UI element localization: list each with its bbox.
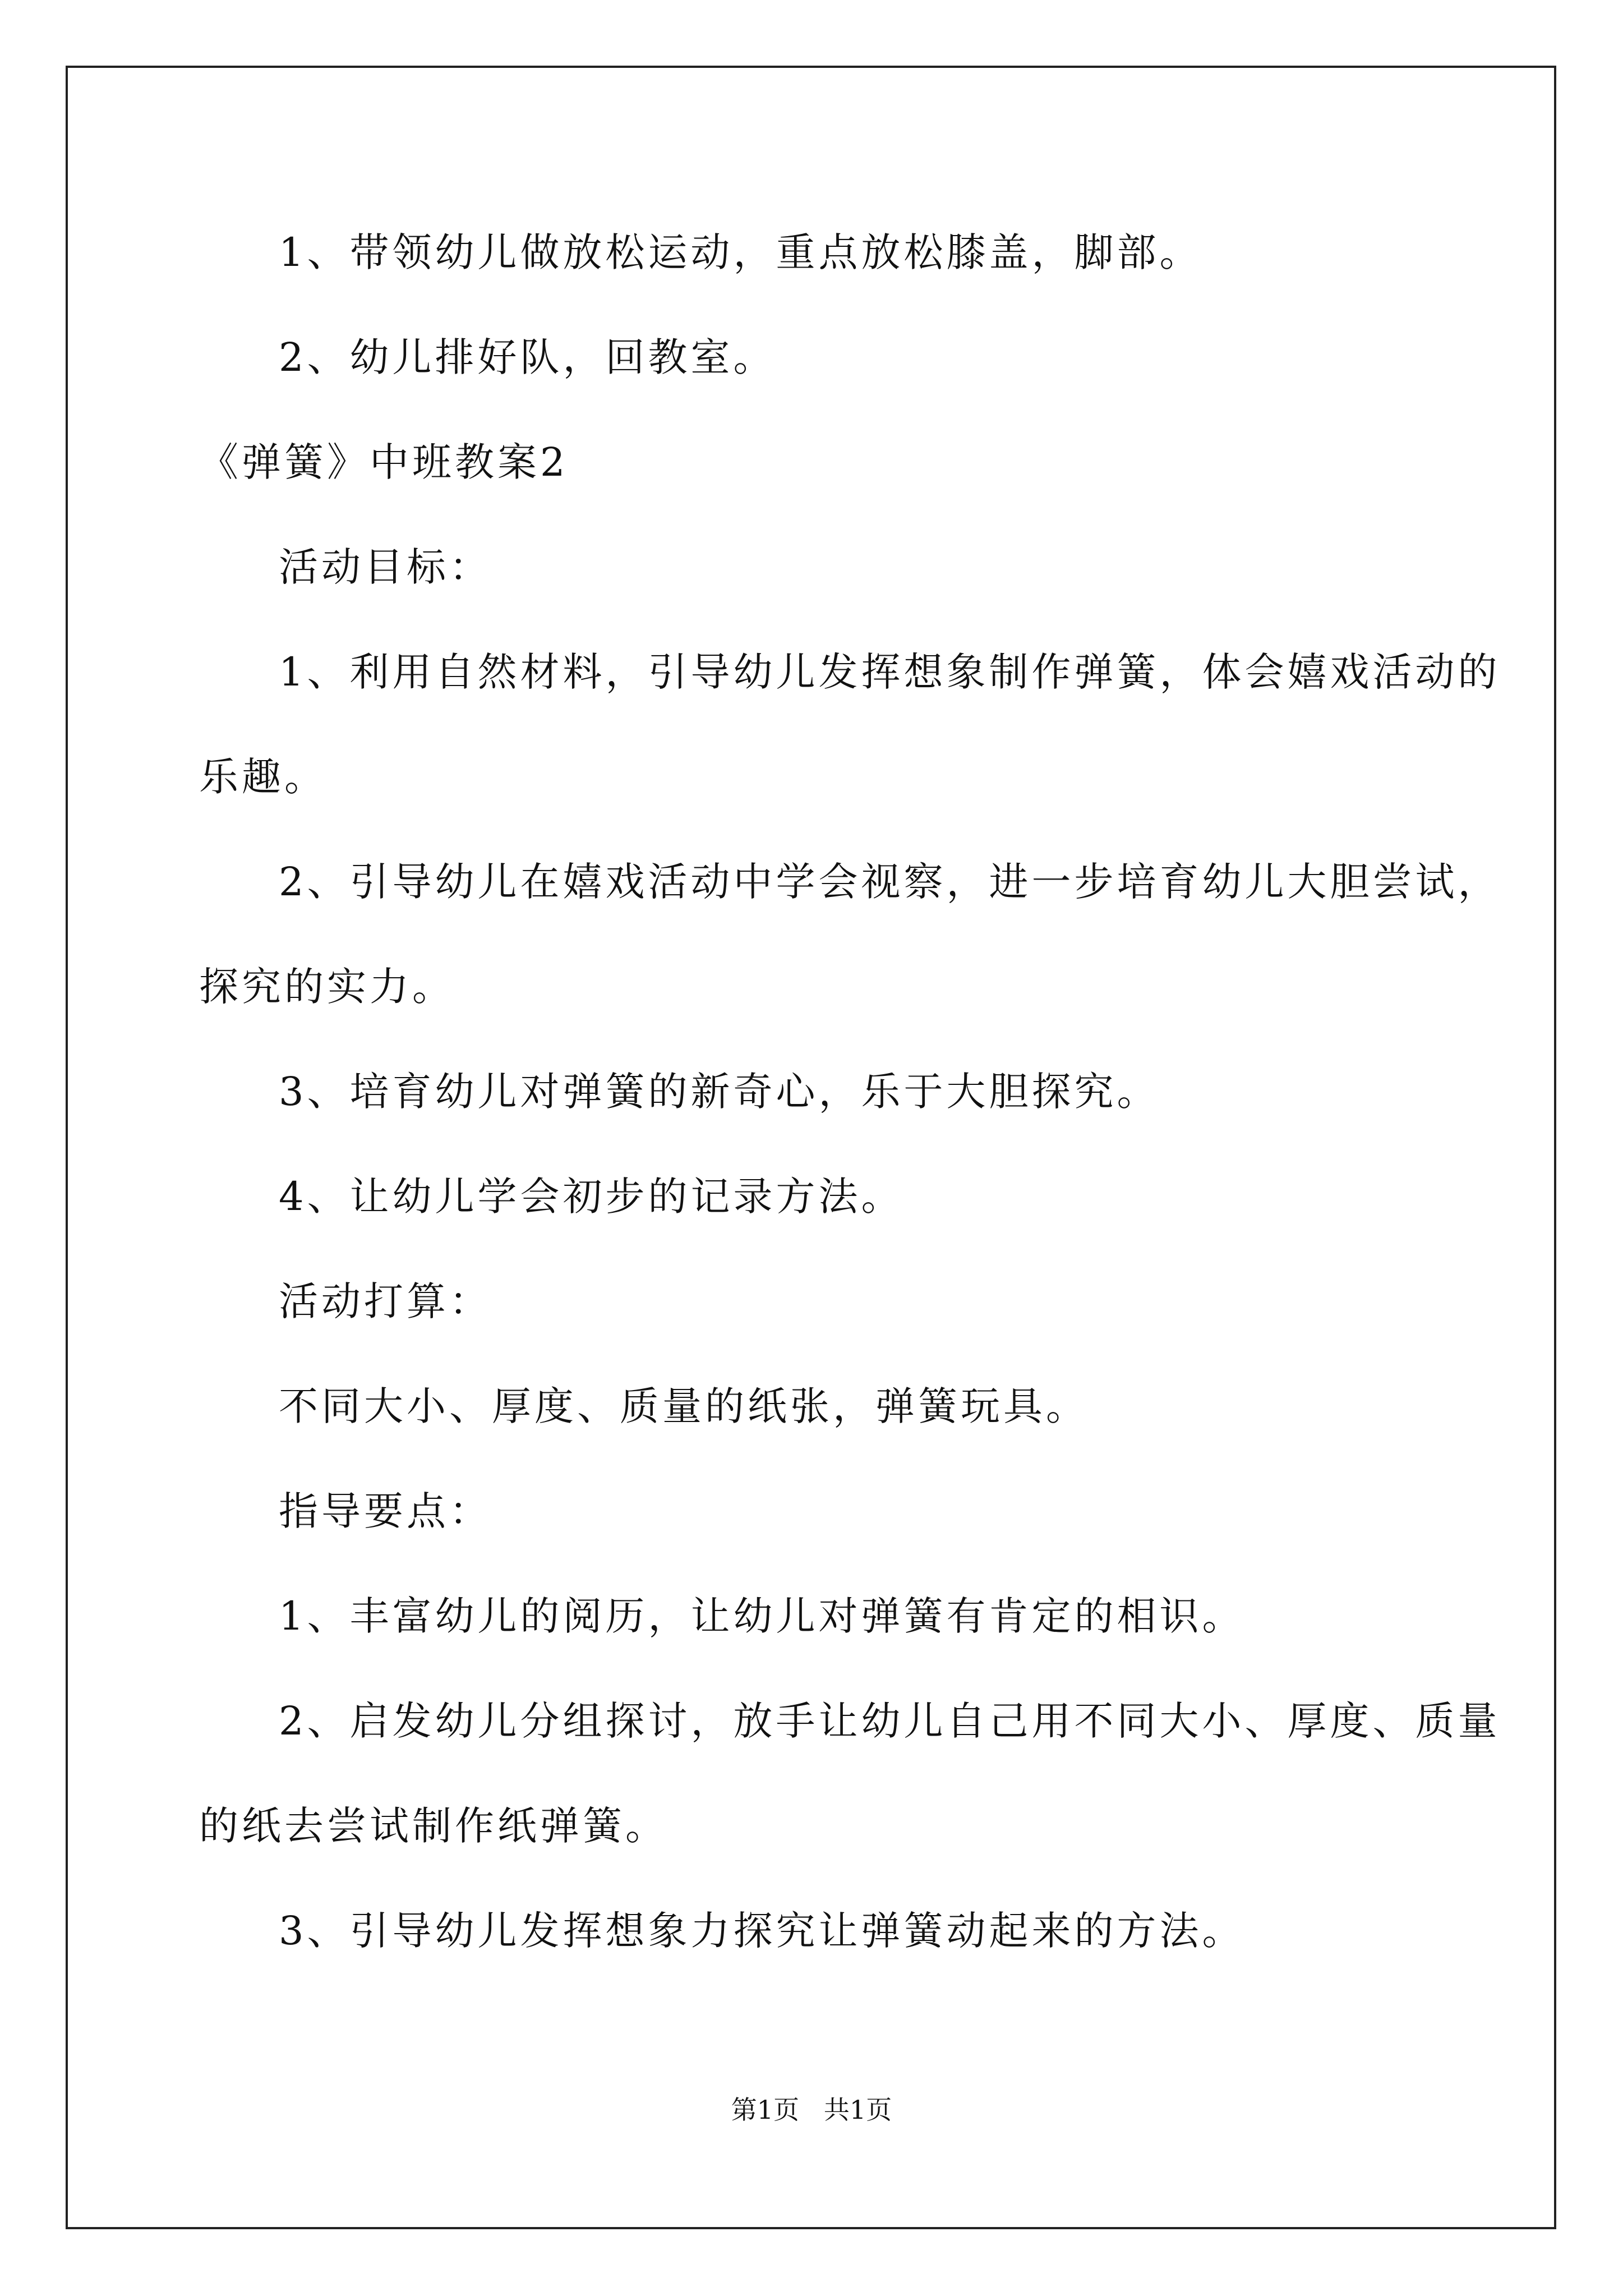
- paragraph-line: 活动目标：: [279, 544, 492, 590]
- paragraph-line: 1、带领幼儿做放松运动，重点放松膝盖，脚部。: [279, 229, 1202, 275]
- paragraph-line: 2、引导幼儿在嬉戏活动中学会视察，进一步培育幼儿大胆尝试，: [279, 859, 1501, 905]
- paragraph-line: 指导要点：: [279, 1488, 492, 1534]
- paragraph-line: 2、启发幼儿分组探讨，放手让幼儿自己用不同大小、厚度、质量: [279, 1698, 1501, 1744]
- paragraph-line: 不同大小、厚度、质量的纸张，弹簧玩具。: [279, 1383, 1089, 1429]
- paragraph-line: 4、让幼儿学会初步的记录方法。: [279, 1174, 904, 1220]
- page-footer: 第1页 共1页: [731, 2095, 892, 2125]
- paragraph-line: 乐趣。: [199, 754, 327, 800]
- paragraph-line: 的纸去尝试制作纸弹簧。: [199, 1803, 668, 1849]
- paragraph-line: 1、丰富幼儿的阅历，让幼儿对弹簧有肯定的相识。: [279, 1593, 1245, 1639]
- paragraph-line: 1、利用自然材料，引导幼儿发挥想象制作弹簧，体会嬉戏活动的: [279, 649, 1501, 695]
- paragraph-line: 探究的实力。: [199, 964, 455, 1010]
- paragraph-line: 2、幼儿排好队，回教室。: [279, 334, 776, 380]
- paragraph-line: 3、培育幼儿对弹簧的新奇心，乐于大胆探究。: [279, 1069, 1160, 1115]
- paragraph-line: 活动打算：: [279, 1278, 492, 1324]
- paragraph-line: 3、引导幼儿发挥想象力探究让弹簧动起来的方法。: [279, 1908, 1245, 1954]
- section-heading: 《弹簧》中班教案2: [199, 439, 569, 485]
